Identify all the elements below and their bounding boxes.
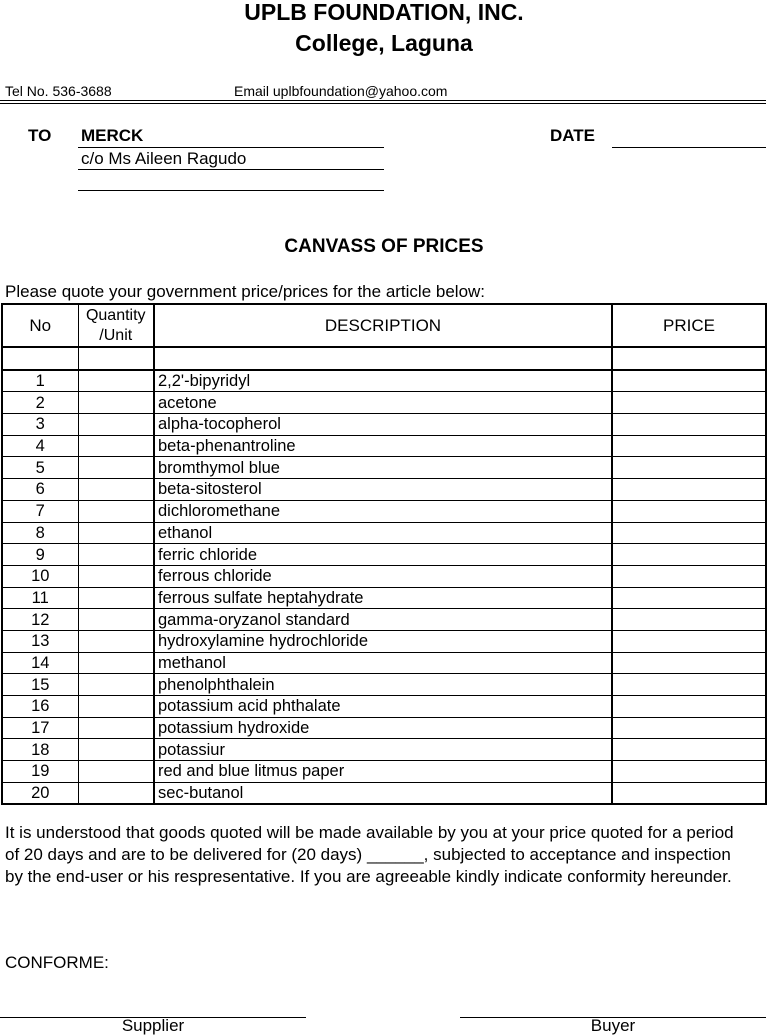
table-row bbox=[2, 500, 766, 522]
cell-quantity[interactable] bbox=[78, 782, 154, 804]
cell-description: hydroxylamine hydrochloride bbox=[154, 630, 612, 652]
cell-price[interactable] bbox=[612, 565, 766, 587]
cell-no: 6 bbox=[2, 479, 78, 501]
telephone-number: Tel No. 536-3688 bbox=[5, 83, 112, 99]
cell-no: 10 bbox=[2, 565, 78, 587]
table-row bbox=[2, 782, 766, 804]
cell-quantity[interactable] bbox=[78, 609, 154, 631]
cell-price[interactable] bbox=[612, 674, 766, 696]
cell-no bbox=[2, 347, 78, 370]
cell-quantity[interactable] bbox=[78, 435, 154, 457]
instruction-text: Please quote your government price/prices for the article below: bbox=[5, 282, 486, 301]
cell-description: ferrous sulfate heptahydrate bbox=[154, 587, 612, 609]
recipient-underline bbox=[78, 147, 384, 148]
cell-no: 16 bbox=[2, 696, 78, 718]
cell-quantity[interactable] bbox=[78, 392, 154, 414]
cell-price[interactable] bbox=[612, 392, 766, 414]
cell-description: red and blue litmus paper bbox=[154, 761, 612, 783]
to-label: TO bbox=[28, 126, 52, 145]
table-row bbox=[2, 674, 766, 696]
cell-quantity[interactable] bbox=[78, 522, 154, 544]
cell-no: 7 bbox=[2, 500, 78, 522]
cell-quantity[interactable] bbox=[78, 717, 154, 739]
recipient-blank-line bbox=[78, 190, 384, 191]
cell-description: acetone bbox=[154, 392, 612, 414]
cell-no: 19 bbox=[2, 761, 78, 783]
cell-description: bromthymol blue bbox=[154, 457, 612, 479]
cell-no: 3 bbox=[2, 414, 78, 436]
cell-no: 9 bbox=[2, 544, 78, 566]
organization-name: UPLB FOUNDATION, INC. bbox=[244, 0, 524, 25]
cell-no: 2 bbox=[2, 392, 78, 414]
cell-description: ferrous chloride bbox=[154, 565, 612, 587]
table-row bbox=[2, 761, 766, 783]
cell-quantity[interactable] bbox=[78, 630, 154, 652]
cell-price[interactable] bbox=[612, 717, 766, 739]
recipient-attention: c/o Ms Aileen Ragudo bbox=[81, 149, 247, 168]
table-row bbox=[2, 370, 766, 392]
table-row bbox=[2, 739, 766, 761]
cell-quantity[interactable] bbox=[78, 457, 154, 479]
cell-description: ferric chloride bbox=[154, 544, 612, 566]
cell-quantity[interactable] bbox=[78, 565, 154, 587]
cell-description: phenolphthalein bbox=[154, 674, 612, 696]
cell-price[interactable] bbox=[612, 500, 766, 522]
cell-quantity[interactable] bbox=[78, 500, 154, 522]
cell-price[interactable] bbox=[612, 630, 766, 652]
canvass-table bbox=[1, 303, 767, 805]
cell-price[interactable] bbox=[612, 696, 766, 718]
supplier-label: Supplier bbox=[121, 1016, 185, 1035]
table-row bbox=[2, 457, 766, 479]
terms-paragraph: It is understood that goods quoted will be made available by you at your price quoted for a period of 20 days and are to be delivered for (20 days) ______, subjected to acceptance and inspection by the end-user or his respresentative. If you are agreeable kindly indicate conformity hereunder. bbox=[5, 823, 734, 886]
header-price: PRICE bbox=[612, 304, 766, 347]
cell-description: potassium hydroxide bbox=[154, 717, 612, 739]
cell-price[interactable] bbox=[612, 761, 766, 783]
cell-price[interactable] bbox=[612, 370, 766, 392]
cell-description: beta-sitosterol bbox=[154, 479, 612, 501]
cell-price[interactable] bbox=[612, 609, 766, 631]
header-divider bbox=[0, 100, 766, 101]
conforme-label: CONFORME: bbox=[5, 953, 109, 972]
cell-description: gamma-oryzanol standard bbox=[154, 609, 612, 631]
table-row bbox=[2, 435, 766, 457]
cell-price[interactable] bbox=[612, 414, 766, 436]
cell-price[interactable] bbox=[612, 544, 766, 566]
cell-no: 12 bbox=[2, 609, 78, 631]
cell-no: 20 bbox=[2, 782, 78, 804]
cell-quantity[interactable] bbox=[78, 739, 154, 761]
cell-no: 1 bbox=[2, 370, 78, 392]
cell-no: 14 bbox=[2, 652, 78, 674]
cell-quantity[interactable] bbox=[78, 761, 154, 783]
header-quantity-unit: Quantity /Unit bbox=[78, 304, 154, 347]
table-row bbox=[2, 587, 766, 609]
table-row-blank bbox=[2, 347, 766, 370]
cell-quantity[interactable] bbox=[78, 479, 154, 501]
cell-description: methanol bbox=[154, 652, 612, 674]
table-row bbox=[2, 544, 766, 566]
cell-quantity[interactable] bbox=[78, 674, 154, 696]
cell-quantity[interactable] bbox=[78, 370, 154, 392]
date-label: DATE bbox=[550, 126, 596, 145]
buyer-label: Buyer bbox=[590, 1016, 636, 1035]
date-blank-line bbox=[612, 147, 766, 148]
table-row bbox=[2, 392, 766, 414]
table-row bbox=[2, 717, 766, 739]
email-address: Email uplbfoundation@yahoo.com bbox=[234, 83, 448, 99]
cell-no: 8 bbox=[2, 522, 78, 544]
cell-quantity[interactable] bbox=[78, 587, 154, 609]
cell-no: 5 bbox=[2, 457, 78, 479]
cell-no: 15 bbox=[2, 674, 78, 696]
cell-price[interactable] bbox=[612, 435, 766, 457]
cell-price[interactable] bbox=[612, 587, 766, 609]
cell-description: ethanol bbox=[154, 522, 612, 544]
table-row bbox=[2, 630, 766, 652]
cell-price[interactable] bbox=[612, 347, 766, 370]
cell-description: sec-butanol bbox=[154, 782, 612, 804]
cell-quantity[interactable] bbox=[78, 544, 154, 566]
organization-location: College, Laguna bbox=[295, 30, 473, 56]
cell-price[interactable] bbox=[612, 457, 766, 479]
table-header-row bbox=[2, 304, 766, 347]
cell-price[interactable] bbox=[612, 782, 766, 804]
header-description: DESCRIPTION bbox=[154, 304, 612, 347]
cell-no: 4 bbox=[2, 435, 78, 457]
header-no: No bbox=[2, 304, 78, 347]
table-row bbox=[2, 609, 766, 631]
cell-description: dichloromethane bbox=[154, 500, 612, 522]
cell-no: 18 bbox=[2, 739, 78, 761]
cell-description bbox=[154, 347, 612, 370]
cell-description: alpha-tocopherol bbox=[154, 414, 612, 436]
header-divider-double bbox=[0, 103, 766, 104]
recipient-underline bbox=[78, 169, 384, 170]
table-row bbox=[2, 414, 766, 436]
table-row bbox=[2, 652, 766, 674]
cell-no: 13 bbox=[2, 630, 78, 652]
cell-price[interactable] bbox=[612, 739, 766, 761]
cell-price[interactable] bbox=[612, 522, 766, 544]
table-row bbox=[2, 696, 766, 718]
document-title: CANVASS OF PRICES bbox=[284, 236, 484, 257]
cell-description: potassium acid phthalate bbox=[154, 696, 612, 718]
cell-quantity[interactable] bbox=[78, 652, 154, 674]
cell-description: beta-phenantroline bbox=[154, 435, 612, 457]
table-row bbox=[2, 565, 766, 587]
recipient-name: MERCK bbox=[81, 126, 144, 145]
table-row bbox=[2, 522, 766, 544]
cell-quantity[interactable] bbox=[78, 414, 154, 436]
cell-description: 2,2'-bipyridyl bbox=[154, 370, 612, 392]
cell-no: 17 bbox=[2, 717, 78, 739]
cell-quantity[interactable] bbox=[78, 347, 154, 370]
cell-price[interactable] bbox=[612, 479, 766, 501]
table-row bbox=[2, 479, 766, 501]
cell-price[interactable] bbox=[612, 652, 766, 674]
cell-no: 11 bbox=[2, 587, 78, 609]
cell-quantity[interactable] bbox=[78, 696, 154, 718]
cell-description: potassiur bbox=[154, 739, 612, 761]
